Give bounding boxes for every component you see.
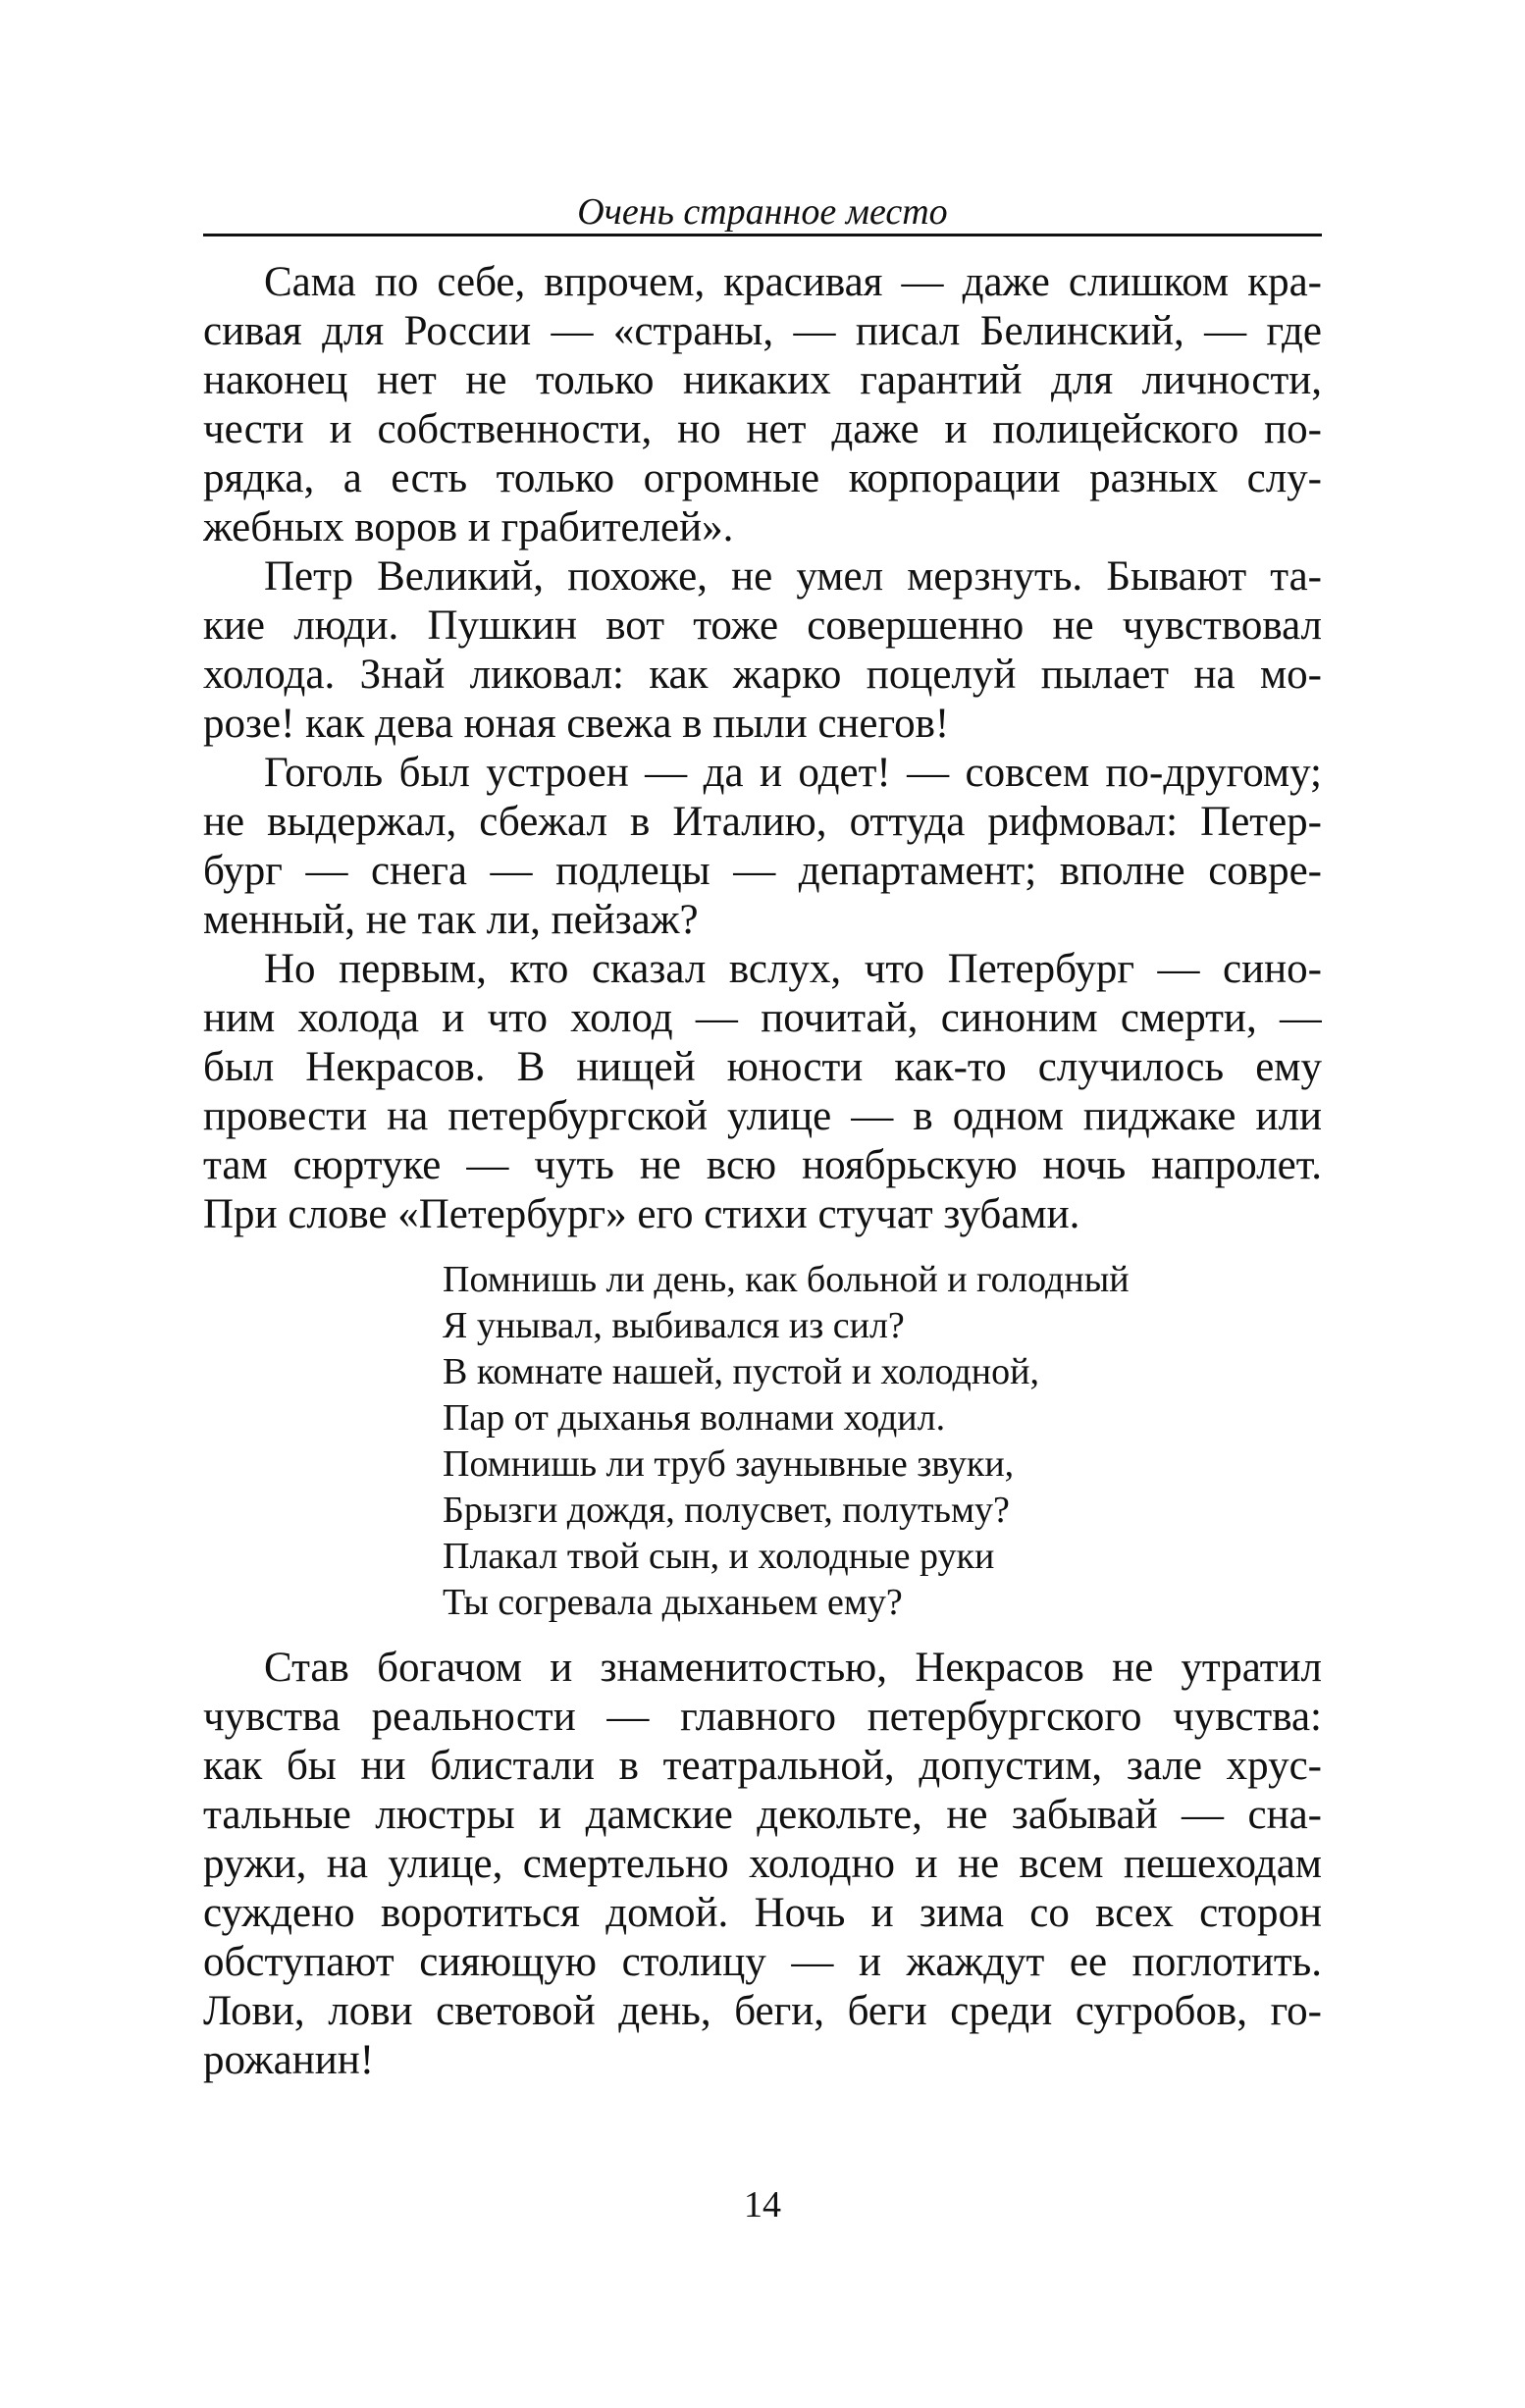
page-number: 14 [744, 2184, 781, 2225]
text-line: Гоголь был устроен — да и одет! — совсем по-другому; [264, 750, 1322, 796]
text-line: Петр Великий, похоже, не умел мерзнуть. Бывают та- [264, 553, 1322, 600]
poem-line: Брызги дождя, полусвет, полутьму? [443, 1490, 1010, 1531]
paragraph-1 [203, 258, 1322, 552]
text-line: суждено воротиться домой. Ночь и зима со всех сторон [203, 1890, 1322, 1936]
poem-line: Я унывал, выбивался из сил? [443, 1305, 905, 1346]
text-line: рожанин! [203, 2037, 375, 2083]
text-line: чести и собственности, но нет даже и полицейского по- [203, 406, 1322, 452]
text-line: бург — снега — подлецы — департамент; вполне совре- [203, 848, 1322, 894]
text-line: При слове «Петербург» его стихи стучат зубами. [203, 1191, 1080, 1237]
text-line: холода. Знай ликовал: как жарко поцелуй пылает на мо- [203, 652, 1322, 698]
paragraph-3 [203, 749, 1322, 945]
text-line: не выдержал, сбежал в Италию, оттуда рифмовал: Петер- [203, 799, 1322, 845]
text-line: менный, не так ли, пейзаж? [203, 897, 699, 943]
paragraph-4 [203, 945, 1322, 1239]
text-line: ним холода и что холод — почитай, синоним смерти, — [203, 995, 1322, 1041]
poem-line: Плакал твой сын, и холодные руки [443, 1536, 995, 1577]
text-line: наконец нет не только никаких гарантий для личности, [203, 357, 1322, 403]
text-line: обступают сияющую столицу — и жаждут ее поглотить. [203, 1939, 1322, 1985]
text-line: чувства реальности — главного петербургского чувства: [203, 1694, 1322, 1740]
text-line: Сама по себе, впрочем, красивая — даже слишком кра- [264, 259, 1322, 305]
poem-quote [443, 1257, 1322, 1626]
text-line: Но первым, кто сказал вслух, что Петербург — сино- [264, 946, 1322, 992]
text-line: жебных воров и грабителей». [203, 504, 734, 550]
poem-line: В комнате нашей, пустой и холодной, [443, 1351, 1039, 1392]
header-rule [203, 234, 1322, 236]
paragraph-2 [203, 552, 1322, 749]
text-line: тальные люстры и дамские декольте, не забывай — сна- [203, 1792, 1322, 1838]
poem-line: Ты согревала дыханьем ему? [443, 1582, 903, 1623]
text-line: был Некрасов. В нищей юности как-то случилось ему [203, 1044, 1322, 1090]
text-line: розе! как дева юная свежа в пыли снегов! [203, 701, 950, 747]
text-line: Лови, лови световой день, беги, беги среди сугробов, го- [203, 1988, 1322, 2034]
paragraph-5 [203, 1644, 1322, 2085]
text-line: как бы ни блистали в театральной, допустим, зале хрус- [203, 1743, 1322, 1789]
poem-line: Помнишь ли труб заунывные звуки, [443, 1443, 1015, 1485]
text-line: сивая для России — «страны, — писал Белинский, — где [203, 308, 1322, 354]
text-line: ружи, на улице, смертельно холодно и не всем пешеходам [203, 1841, 1322, 1887]
text-line: Став богачом и знаменитостью, Некрасов не утратил [264, 1645, 1322, 1691]
running-header: Очень странное место [577, 191, 948, 233]
poem-line: Пар от дыханья волнами ходил. [443, 1397, 946, 1439]
text-line: там сюртуке — чуть не всю ноябрьскую ночь напролет. [203, 1142, 1322, 1188]
poem-line: Помнишь ли день, как больной и голодный [443, 1259, 1130, 1300]
text-line: кие люди. Пушкин вот тоже совершенно не чувствовал [203, 602, 1322, 649]
text-line: рядка, а есть только огромные корпорации разных слу- [203, 455, 1322, 501]
text-line: провести на петербургской улице — в одном пиджаке или [203, 1093, 1322, 1139]
page-body [203, 258, 1322, 2085]
